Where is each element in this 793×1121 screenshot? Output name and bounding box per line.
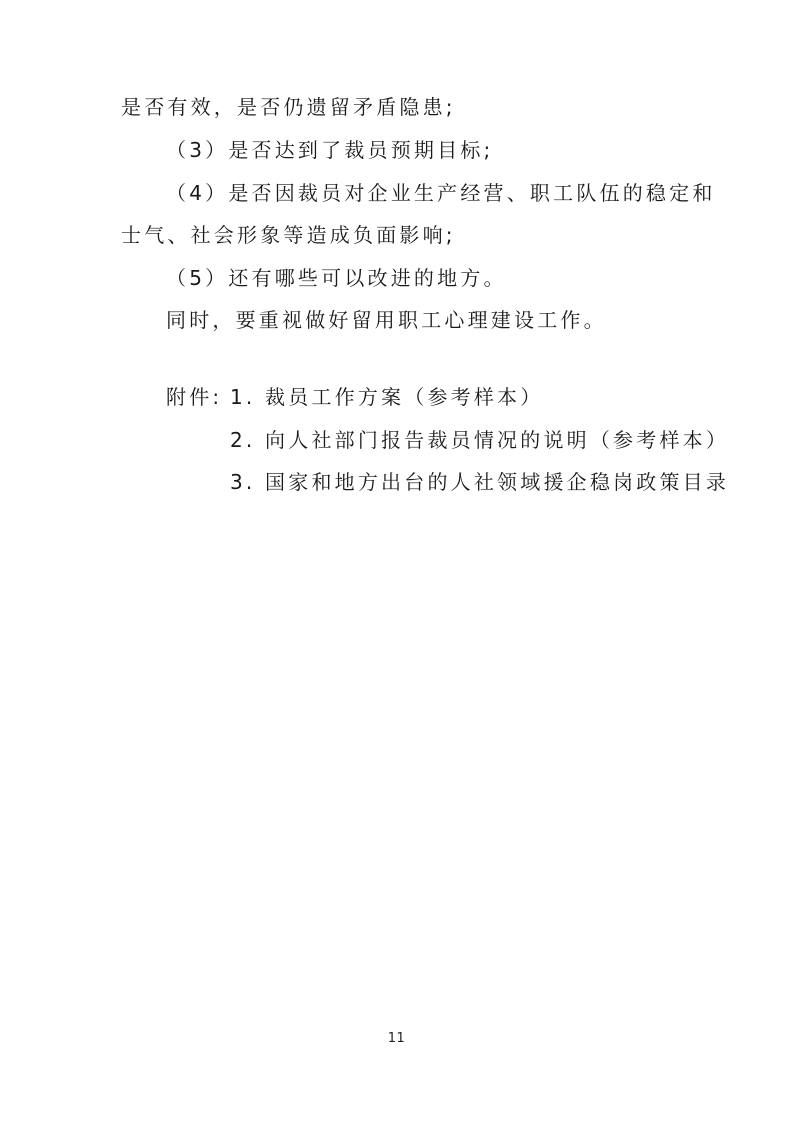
- paragraph-line: （4）是否因裁员对企业生产经营、职工队伍的稳定和: [166, 181, 716, 205]
- paragraph-line: 士气、社会形象等造成负面影响;: [121, 223, 456, 247]
- paragraph-line: 是否有效，是否仍遗留矛盾隐患;: [121, 95, 456, 119]
- attachment-item: 2. 向人社部门报告裁员情况的说明（参考样本）: [230, 428, 730, 452]
- attachment-item: 1. 裁员工作方案（参考样本）: [230, 385, 544, 409]
- page-number: 11: [387, 1031, 406, 1046]
- paragraph-line: 同时，要重视做好留用职工心理建设工作。: [166, 308, 607, 332]
- attachments-label: 附件:: [166, 385, 223, 409]
- paragraph-line: （3）是否达到了裁员预期目标;: [166, 138, 494, 162]
- paragraph-line: （5）还有哪些可以改进的地方。: [166, 266, 507, 290]
- attachment-item: 3. 国家和地方出台的人社领域援企稳岗政策目录: [230, 470, 730, 494]
